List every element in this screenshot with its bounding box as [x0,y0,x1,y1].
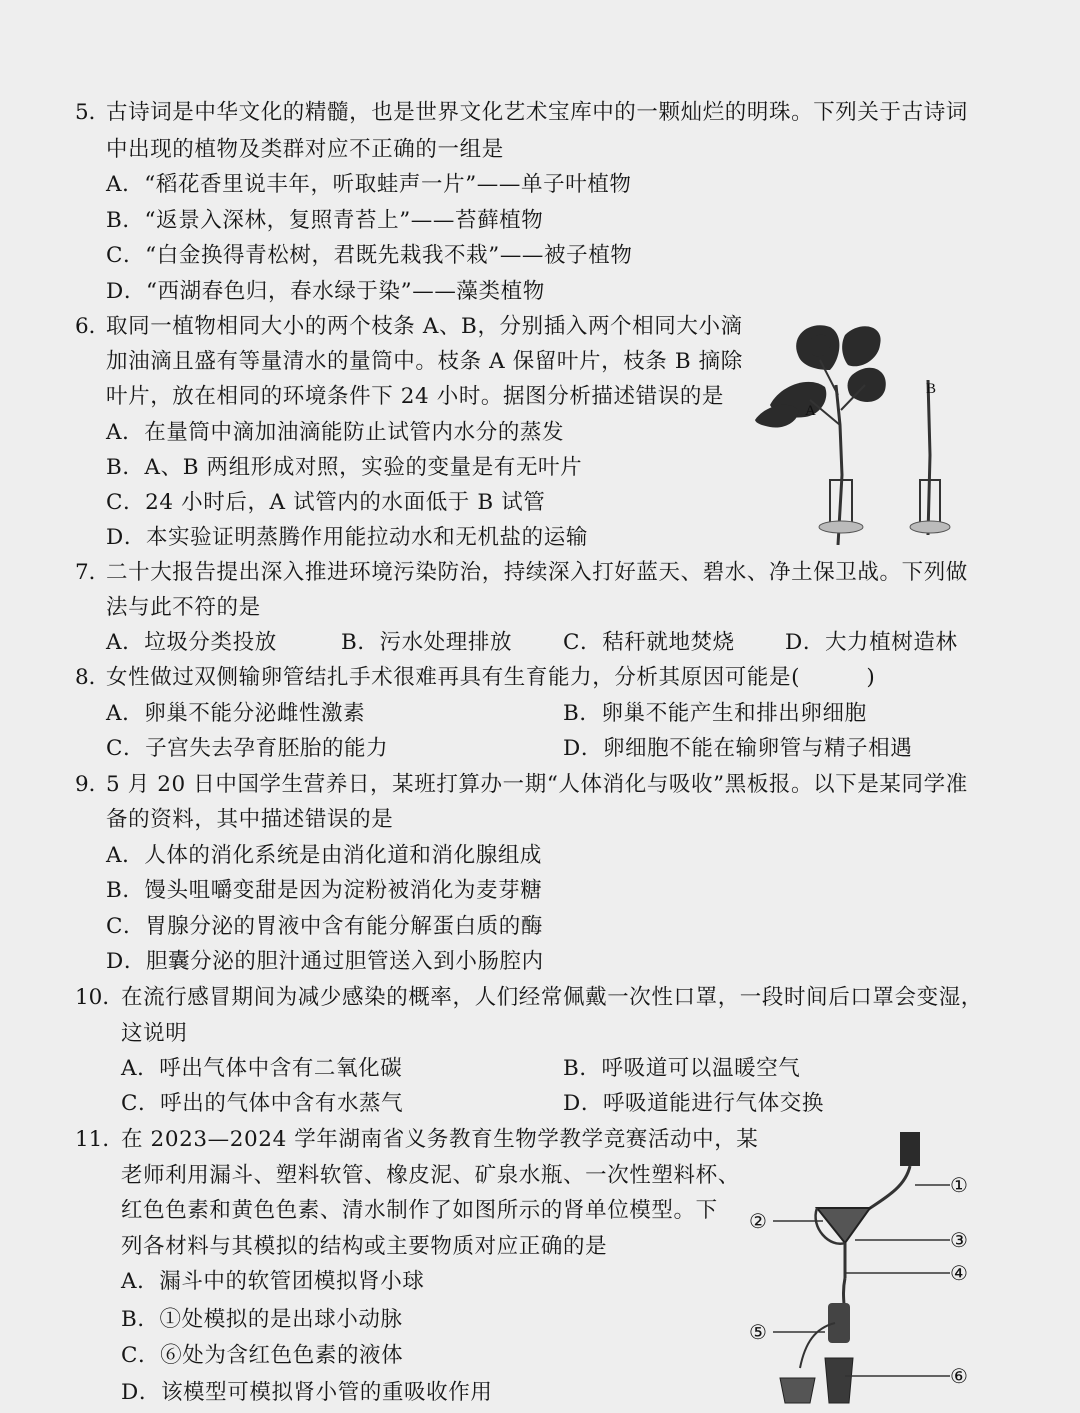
option-c: C．秸秆就地焚烧 [563,630,735,655]
question-number: 9． [75,772,111,797]
option-b: B．①处模拟的是出球小动脉 [121,1307,403,1332]
option-c: C．胃腺分泌的胃液中含有能分解蛋白质的酶 [106,914,543,939]
option-d: D．卵细胞不能在输卵管与精子相遇 [563,736,913,761]
question-number: 11． [75,1127,124,1152]
option-b: B．“返景入深林，复照青苔上”——苔藓植物 [106,208,544,233]
option-c: C．子宫失去孕育胚胎的能力 [106,736,389,761]
nephron-model-figure [745,1128,980,1408]
option-a: A．漏斗中的软管团模拟肾小球 [121,1269,425,1294]
question-stem-line: 备的资料，其中描述错误的是 [106,807,394,832]
option-c: C．24 小时后，A 试管内的水面低于 B 试管 [106,490,546,515]
question-stem-line: 取同一植物相同大小的两个枝条 A、B，分别插入两个相同大小滴 [106,314,743,339]
question-stem-line: 加油滴且盛有等量清水的量筒中。枝条 A 保留叶片，枝条 B 摘除 [106,349,743,374]
option-c: C．“白金换得青松树，君既先栽我不栽”——被子植物 [106,243,633,268]
option-b: B．污水处理排放 [341,630,513,655]
question-stem-line: 女性做过双侧输卵管结扎手术很难再具有生育能力，分析其原因可能是( ) [106,665,876,690]
question-stem-line: 古诗词是中华文化的精髓，也是世界文化艺术宝库中的一颗灿烂的明珠。下列关于古诗词 [106,100,968,125]
question-stem-line: 这说明 [121,1021,188,1046]
option-a: A．卵巢不能分泌雌性激素 [106,701,366,726]
question-stem-line: 法与此不符的是 [106,595,261,620]
question-number: 6． [75,314,111,339]
question-number: 8． [75,665,111,690]
question-stem-line: 在 2023—2024 学年湖南省义务教育生物学教学竞赛活动中，某 [121,1127,759,1152]
question-number: 7． [75,560,111,585]
question-number: 10． [75,985,124,1010]
option-d: D．该模型可模拟肾小管的重吸收作用 [121,1380,493,1405]
label-b: B [926,381,937,397]
option-d: D．本实验证明蒸腾作用能拉动水和无机盐的运输 [106,525,588,550]
label-2: ② [749,1209,767,1233]
question-stem-line: 5 月 20 日中国学生营养日，某班打算办一期“人体消化与吸收”黑板报。以下是某同学准 [106,772,968,797]
option-b: B．呼吸道可以温暖空气 [563,1056,801,1081]
option-a: A．呼出气体中含有二氧化碳 [121,1056,403,1081]
label-4: ④ [950,1261,968,1285]
label-a: A [805,403,816,419]
question-number: 5． [75,100,111,125]
option-d: D．“西湖春色归，春水绿于染”——藻类植物 [106,279,545,304]
label-6: ⑥ [950,1364,968,1388]
option-a: A．人体的消化系统是由消化道和消化腺组成 [106,843,543,868]
question-stem-line: 在流行感冒期间为减少感染的概率，人们经常佩戴一次性口罩，一段时间后口罩会变湿， [121,985,983,1010]
option-d: D．胆囊分泌的胆汁通过胆管送入到小肠腔内 [106,949,544,974]
option-a: A．垃圾分类投放 [106,630,277,655]
question-stem-line: 叶片，放在相同的环境条件下 24 小时。据图分析描述错误的是 [106,384,725,409]
label-1: ① [950,1173,968,1197]
option-a: A．在量筒中滴加油滴能防止试管内水分的蒸发 [106,420,565,445]
option-b: B．A、B 两组形成对照，实验的变量是有无叶片 [106,455,583,480]
transpiration-experiment-figure [750,315,970,545]
option-d: D．呼吸道能进行气体交换 [563,1091,824,1116]
option-c: C．⑥处为含红色色素的液体 [121,1343,404,1368]
option-b: B．卵巢不能产生和排出卵细胞 [563,701,867,726]
option-a: A．“稻花香里说丰年，听取蛙声一片”——单子叶植物 [106,172,632,197]
question-stem-line: 二十大报告提出深入推进环境污染防治，持续深入打好蓝天、碧水、净土保卫战。下列做 [106,560,968,585]
question-stem-line: 列各材料与其模拟的结构或主要物质对应正确的是 [121,1234,608,1259]
option-c: C．呼出的气体中含有水蒸气 [121,1091,404,1116]
option-d: D．大力植树造林 [785,630,958,655]
question-stem-line: 中出现的植物及类群对应不正确的一组是 [106,137,504,162]
option-b: B．馒头咀嚼变甜是因为淀粉被消化为麦芽糖 [106,878,543,903]
label-3: ③ [950,1228,968,1252]
question-stem-line: 老师利用漏斗、塑料软管、橡皮泥、矿泉水瓶、一次性塑料杯、 [121,1163,740,1188]
question-stem-line: 红色色素和黄色色素、清水制作了如图所示的肾单位模型。下 [121,1198,718,1223]
label-5: ⑤ [749,1320,767,1344]
